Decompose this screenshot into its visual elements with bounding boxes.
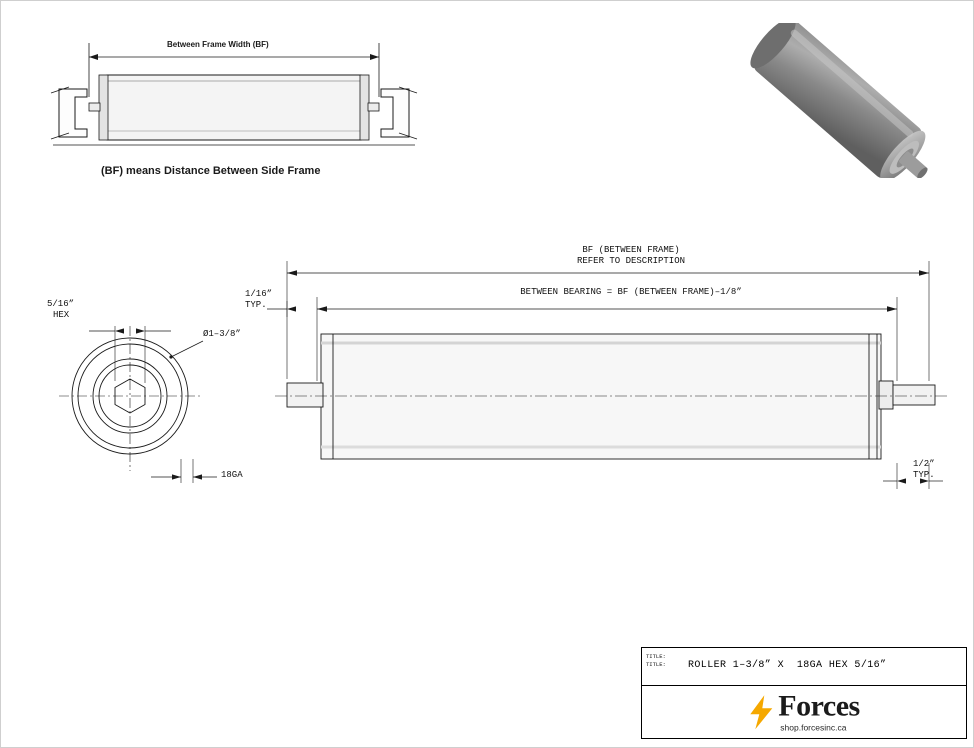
between-bearing-dimension-label: BETWEEN BEARING = BF (BETWEEN FRAME)–1/8” — [520, 287, 742, 297]
top-dimension-label-line1: BF (BETWEEN FRAME) — [582, 245, 680, 255]
logo-wordmark: Forces — [778, 689, 860, 723]
title-block-caption-line2: TITLE: — [646, 661, 666, 669]
hex-size-label-line1: 5/16” — [47, 299, 75, 309]
inset-between-frame-illustration — [49, 27, 419, 187]
logo-url: shop.forcesinc.ca — [780, 721, 847, 732]
main-drawing — [31, 231, 961, 521]
title-block-logo-row — [642, 686, 966, 738]
inset-svg — [49, 27, 419, 187]
main-drawing-svg — [31, 231, 961, 521]
inset-between-frame-width-label: Between Frame Width (BF) — [167, 40, 269, 49]
title-block-description-row — [642, 648, 966, 686]
gauge-label: 18GA — [221, 470, 243, 480]
right-typ-dimension-line2: TYP. — [913, 470, 935, 480]
diameter-label: Ø1–3/8” — [203, 329, 241, 339]
title-block-description: ROLLER 1–3/8” X 18GA HEX 5/16” — [688, 660, 887, 671]
title-block-caption-line1: TITLE: — [646, 653, 666, 660]
top-dimension-label-line2: REFER TO DESCRIPTION — [576, 256, 686, 266]
title-block — [641, 647, 967, 739]
lightning-bolt-icon — [748, 695, 774, 729]
right-typ-dimension-line1: 1/2” — [913, 459, 935, 469]
left-typ-dimension-line2: TYP. — [245, 300, 267, 310]
hex-size-label-line2: HEX — [53, 310, 70, 320]
roller-3d-render — [723, 23, 953, 178]
title-block-caption — [646, 653, 666, 670]
forces-logo — [748, 689, 860, 732]
inset-caption: (BF) means Distance Between Side Frame — [101, 165, 321, 177]
render-svg — [723, 23, 953, 178]
left-typ-dimension-line1: 1/16” — [245, 289, 273, 299]
logo-text-group — [778, 689, 860, 732]
